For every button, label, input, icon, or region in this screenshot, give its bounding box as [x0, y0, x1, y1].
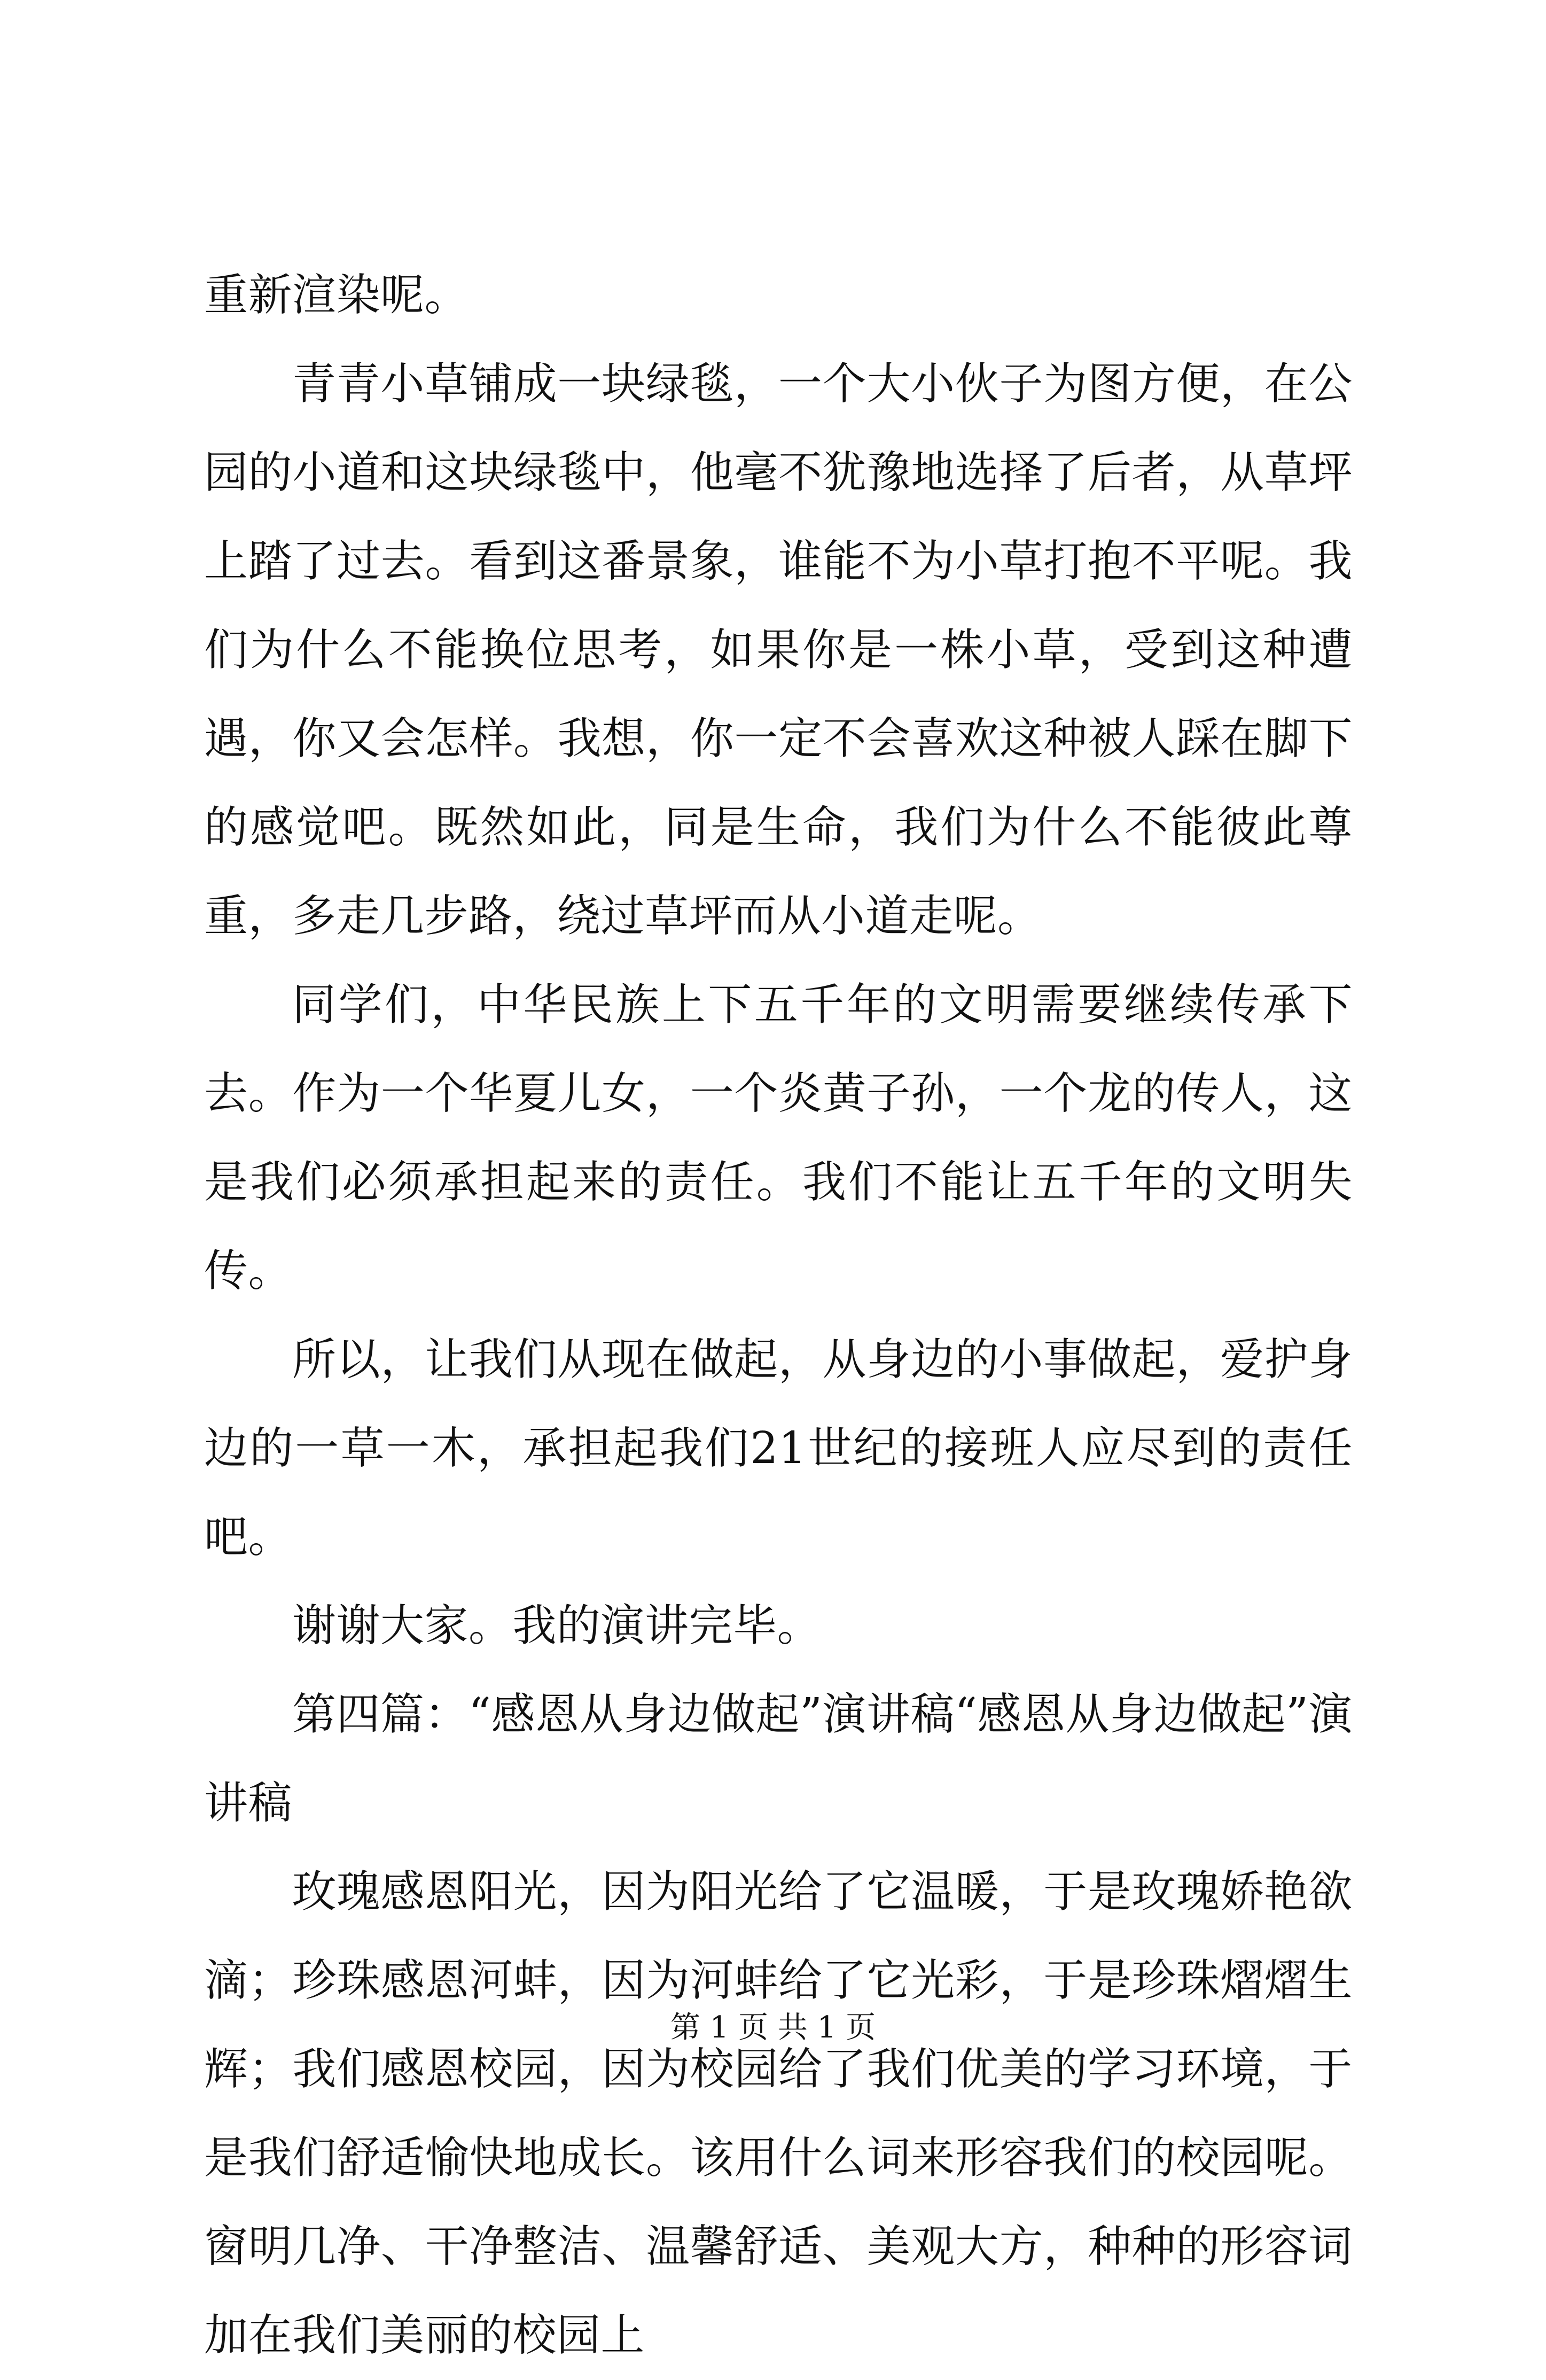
- paragraph-continuation: 重新渲染呢。: [204, 270, 469, 321]
- page-number-footer: 第 1 页 共 1 页: [670, 2010, 876, 2045]
- paragraph-civilization: 同学们，中华民族上下五千年的文明需要继续传承下去。作为一个华夏儿女，一个炎黄子孙，一个龙的传人，这是我们必须承担起来的责任。我们不能让五千年的文明失传。: [204, 979, 1353, 1296]
- paragraph-grass: 青青小草铺成一块绿毯，一个大小伙子为图方便，在公园的小道和这块绿毯中，他毫不犹豫地选择了后者，从草坪上踏了过去。看到这番景象，谁能不为小草打抱不平呢。我们为什么不能换位思考，如果你是一株小草，受到这种遭遇，你又会怎样。我想，你一定不会喜欢这种被人踩在脚下的感觉吧。既然如此，同是生命，我们为什么不能彼此尊重，多走几步路，绕过草坪而从小道走呢。: [204, 359, 1353, 942]
- paragraph-call-to-action: 所以，让我们从现在做起，从身边的小事做起，爱护身边的一草一木，承担起我们21世纪的接班人应尽到的责任吧。: [204, 1334, 1353, 1562]
- paragraph-gratitude: 玫瑰感恩阳光，因为阳光给了它温暖，于是玫瑰娇艳欲滴；珍珠感恩河蚌，因为河蚌给了它光彩，于是珍珠熠熠生辉；我们感恩校园，因为校园给了我们优美的学习环境，于是我们舒适愉快地成长。该用什么词来形容我们的校园呢。窗明几净、干净整洁、温馨舒适、美观大方，种种的形容词加在我们美丽的校园上: [204, 1866, 1353, 2361]
- document-body: [204, 251, 1353, 2380]
- section-heading: 第四篇：“感恩从身边做起”演讲稿“感恩从身边做起”演讲稿: [204, 1689, 1353, 1829]
- paragraph-closing: 谢谢大家。我的演讲完毕。: [292, 1600, 822, 1651]
